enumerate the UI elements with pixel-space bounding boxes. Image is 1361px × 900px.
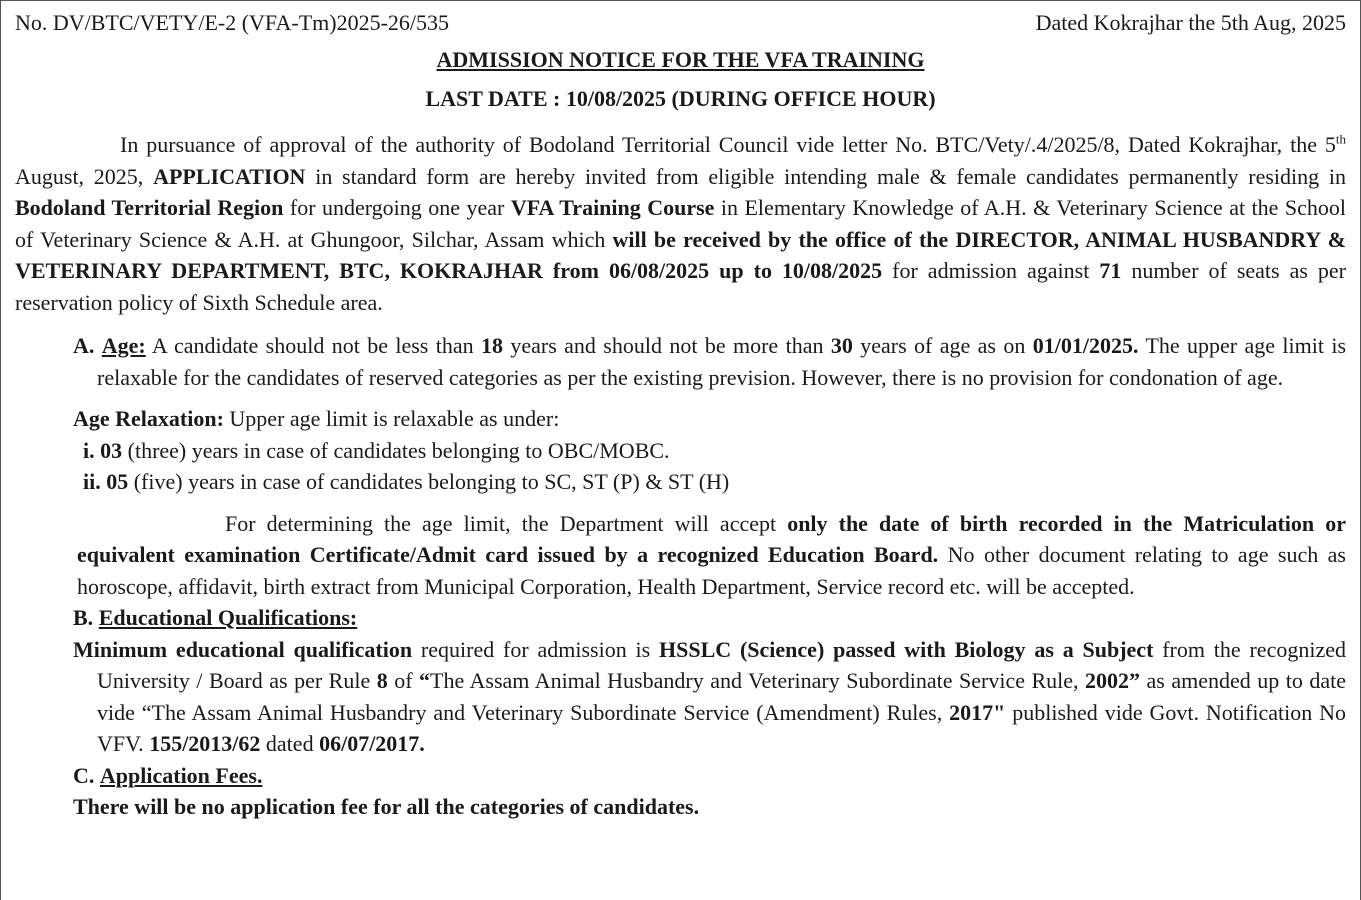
- reference-number: No. DV/BTC/VETY/E-2 (VFA-Tm)2025-26/535: [15, 10, 450, 35]
- list-item: i. 03 (three) years in case of candidates belonging to OBC/MOBC.: [83, 437, 670, 463]
- age-relaxation: Age Relaxation: Upper age limit is relaxable as under:: [73, 406, 560, 431]
- last-date-line: LAST DATE : 10/08/2025 (DURING OFFICE HOUR): [425, 85, 936, 111]
- intro-paragraph: In pursuance of approval of the authority of Bodoland Territorial Council vide letter No. BTC/Vety/.4/2025/8, Dated Kokrajhar, the 5th August, 2025, APPLICATION in standard form are hereby invited from eligible intending male & female candidates permanently residing in Bodoland Territorial Region for undergoing one year VFA Training Course in Elementary Knowledge of A.H. & Veterinary Science at the School of Veterinary Science & A.H. at Ghungoor, Silchar, Assam which will be received by the office of the DIRECTOR, ANIMAL HUSBANDRY & VETERINARY DEPARTMENT, BTC, KOKRAJHAR from 06/08/2025 up to 10/08/2025 for admission against 71 number of seats as per reservation policy of Sixth Schedule area.: [15, 131, 1347, 315]
- section-b-heading: B. Educational Qualifications:: [73, 605, 358, 630]
- qualification-paragraph: Minimum educational qualification required for admission is HSSLC (Science) passed with Biology as a Subject from the recognized University / Board as per Rule 8 of “The Assam Animal Husbandry and Veterinary Subordinate Service Rule, 2002” as amended up to date vide “The Assam Animal Husbandry and Veterinary Subordinate Service (Amendment) Rules, 2017" published vide Govt. Notification No VFV. 155/2013/62 dated 06/07/2017.: [73, 636, 1347, 756]
- notice-header: [15, 7, 1346, 39]
- section-c-heading: C. Application Fees.: [73, 762, 263, 788]
- section-a-age: A. Age: A candidate should not be less than 18 years and should not be more than 30 years of age as on 01/01/2025. The upper age limit is relaxable for the candidates of reserved categories as per the existing prevision. However, there is no provision for condonation of age.: [73, 333, 1347, 390]
- notice-title: ADMISSION NOTICE FOR THE VFA TRAINING: [436, 47, 925, 72]
- list-item: ii. 05 (five) years in case of candidates belonging to SC, ST (P) & ST (H): [83, 469, 730, 494]
- application-fee-note: There will be no application fee for all the categories of candidates.: [73, 794, 700, 819]
- notice-date: Dated Kokrajhar the 5th Aug, 2025: [1035, 10, 1346, 35]
- age-determination-paragraph: For determining the age limit, the Department will accept only the date of birth recorded in the Matriculation or equivalent examination Certificate/Admit card issued by a recognized Education Board. No other document relating to age such as horoscope, affidavit, birth extract from Municipal Corporation, Health Department, Service record etc. will be accepted.: [77, 510, 1347, 599]
